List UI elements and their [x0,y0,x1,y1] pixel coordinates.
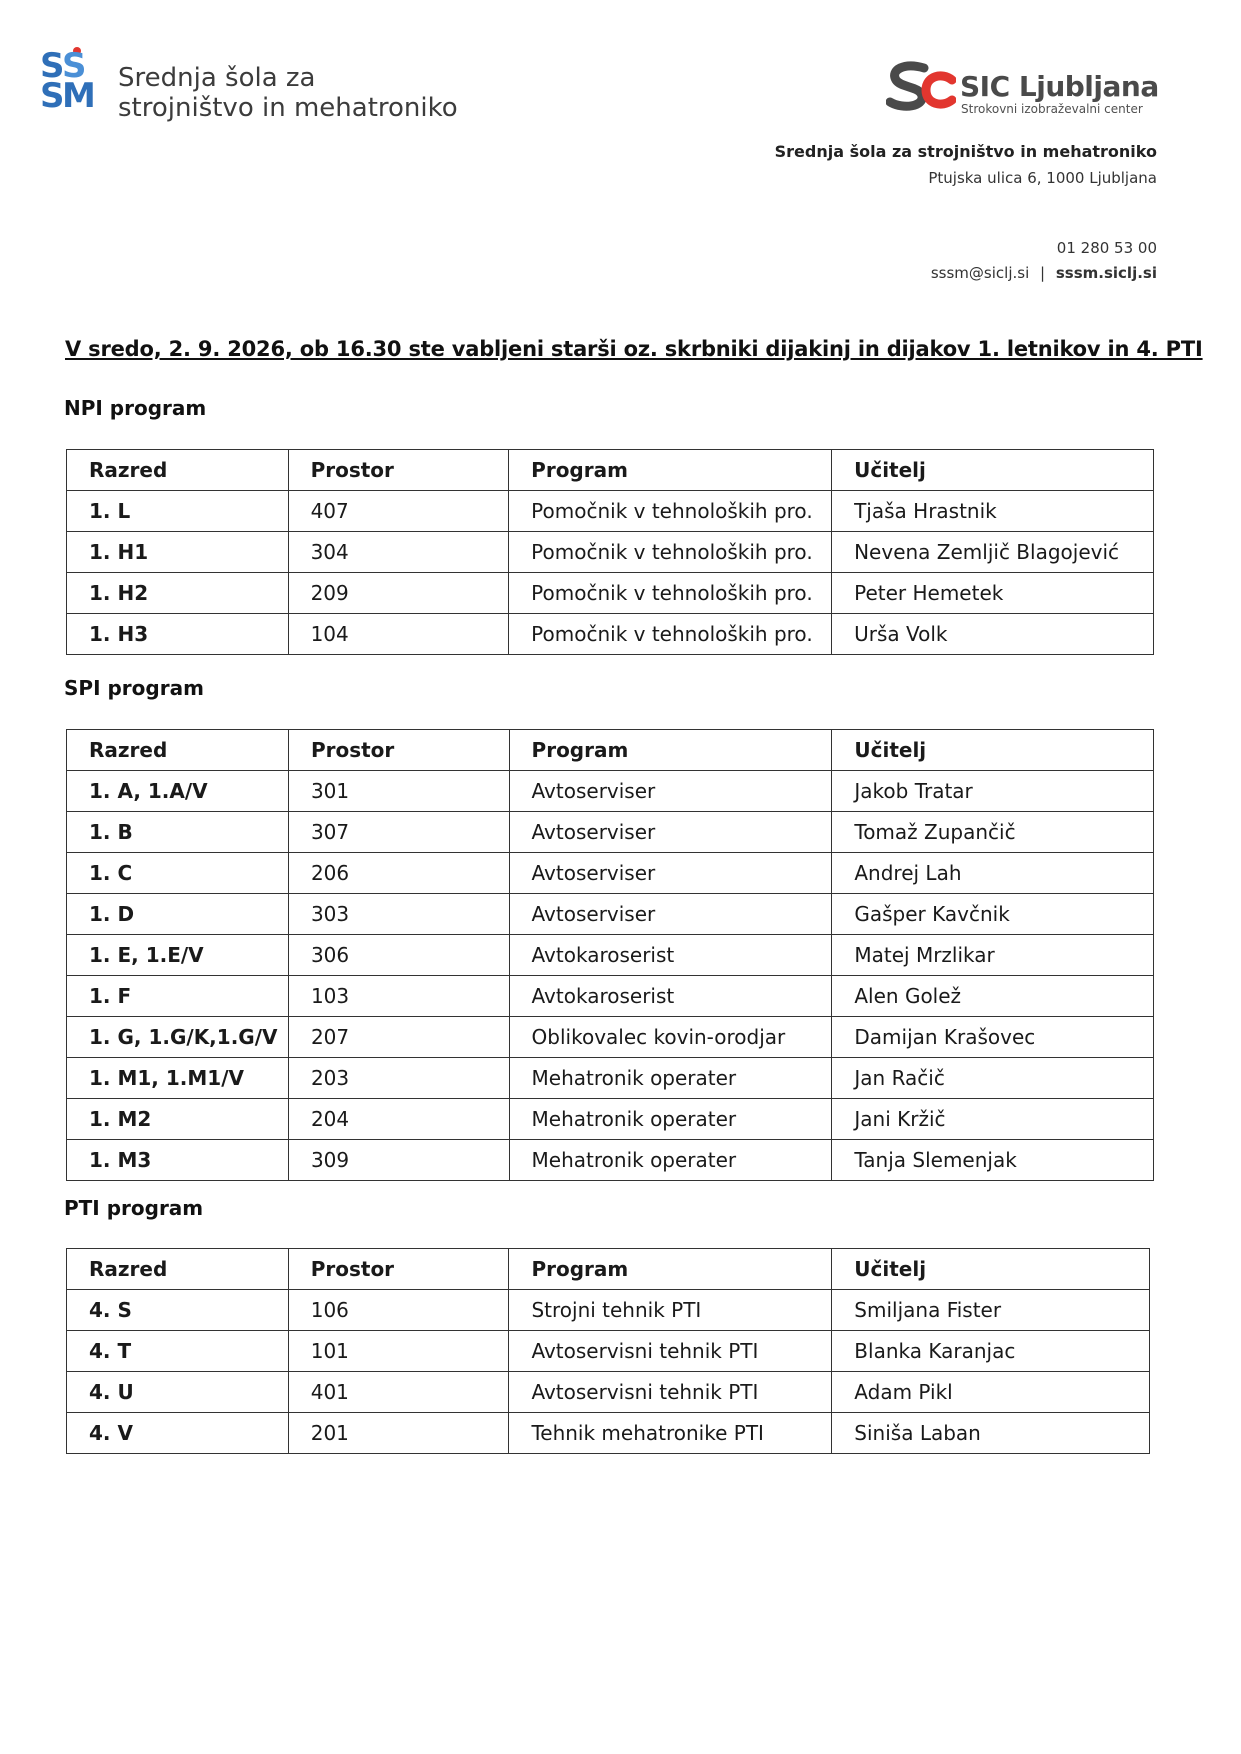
table-row [67,1413,1150,1454]
table-row [67,1372,1150,1413]
cell-razred: 1. H3 [67,614,289,655]
street-address: Ptujska ulica 6, 1000 Ljubljana [928,169,1157,187]
cell-ucitelj: Gašper Kavčnik [832,894,1154,935]
table-row [67,1290,1150,1331]
contact-line [931,261,1157,286]
cell-prostor: 407 [288,491,509,532]
cell-program: Mehatronik operater [509,1058,832,1099]
column-header-program: Program [509,450,832,491]
cell-prostor: 301 [288,771,509,812]
table-row [67,1140,1154,1181]
website: sssm.siclj.si [1055,264,1157,282]
cell-prostor: 307 [288,812,509,853]
table-row [67,976,1154,1017]
pti-table [66,1248,1150,1454]
table-row [67,853,1154,894]
cell-ucitelj: Peter Hemetek [832,573,1154,614]
column-header-razred: Razred [67,730,289,771]
spi-table [66,729,1154,1181]
cell-prostor: 304 [288,532,509,573]
column-header-program: Program [509,730,832,771]
school-name: Srednja šola za strojništvo in mehatroniko [774,142,1157,161]
column-header-program: Program [509,1249,832,1290]
table-header-row [67,730,1154,771]
cell-program: Pomočnik v tehnoloških pro. [509,614,832,655]
cell-razred: 4. S [67,1290,289,1331]
cell-razred: 1. B [67,812,289,853]
cell-prostor: 306 [288,935,509,976]
cell-program: Pomočnik v tehnoloških pro. [509,532,832,573]
cell-program: Pomočnik v tehnoloških pro. [509,491,832,532]
column-header-prostor: Prostor [288,1249,509,1290]
cell-prostor: 203 [288,1058,509,1099]
cell-prostor: 206 [288,853,509,894]
cell-program: Avtoservisni tehnik PTI [509,1331,832,1372]
contact-separator: | [1040,264,1046,282]
svg-text:S: S [62,46,87,86]
column-header-razred: Razred [67,1249,289,1290]
cell-razred: 1. A, 1.A/V [67,771,289,812]
logo-line-2: strojništvo in mehatroniko [118,93,458,123]
table-header-row [67,1249,1150,1290]
table-row [67,812,1154,853]
cell-prostor: 309 [288,1140,509,1181]
cell-razred: 4. T [67,1331,289,1372]
cell-ucitelj: Tanja Slemenjak [832,1140,1154,1181]
section-title-pti: PTI program [64,1196,204,1220]
column-header-razred: Razred [67,450,289,491]
sic-logo [886,60,1186,130]
school-logo [40,45,460,125]
column-header-ucitelj: Učitelj [832,1249,1150,1290]
cell-prostor: 207 [288,1017,509,1058]
cell-program: Avtoservisni tehnik PTI [509,1372,832,1413]
cell-razred: 1. G, 1.G/K,1.G/V [67,1017,289,1058]
cell-razred: 1. C [67,853,289,894]
cell-ucitelj: Nevena Zemljič Blagojević [832,532,1154,573]
cell-program: Tehnik mehatronike PTI [509,1413,832,1454]
npi-table [66,449,1154,655]
cell-ucitelj: Andrej Lah [832,853,1154,894]
column-header-ucitelj: Učitelj [832,450,1154,491]
cell-razred: 4. V [67,1413,289,1454]
cell-program: Mehatronik operater [509,1099,832,1140]
sssm-logo-icon [40,45,110,115]
table-row [67,532,1154,573]
cell-razred: 1. M1, 1.M1/V [67,1058,289,1099]
cell-ucitelj: Jan Račič [832,1058,1154,1099]
table-header-row [67,450,1154,491]
cell-razred: 1. H2 [67,573,289,614]
cell-prostor: 106 [288,1290,509,1331]
cell-razred: 1. L [67,491,289,532]
cell-ucitelj: Jani Kržič [832,1099,1154,1140]
cell-program: Mehatronik operater [509,1140,832,1181]
table-row [67,614,1154,655]
cell-prostor: 209 [288,573,509,614]
cell-prostor: 104 [288,614,509,655]
cell-razred: 4. U [67,1372,289,1413]
invitation-headline: V sredo, 2. 9. 2026, ob 16.30 ste vabljeni starši oz. skrbniki dijakinj in dijakov 1. letnikov in 4. PTI [65,337,1203,361]
cell-prostor: 103 [288,976,509,1017]
svg-text:S: S [40,46,65,86]
cell-prostor: 303 [288,894,509,935]
cell-ucitelj: Damijan Krašovec [832,1017,1154,1058]
cell-program: Strojni tehnik PTI [509,1290,832,1331]
phone-number: 01 280 53 00 [1056,239,1157,257]
table-row [67,1331,1150,1372]
cell-ucitelj: Adam Pikl [832,1372,1150,1413]
cell-razred: 1. D [67,894,289,935]
table-row [67,894,1154,935]
address-block [775,142,1157,187]
cell-prostor: 201 [288,1413,509,1454]
section-title-npi: NPI program [64,396,207,420]
table-row [67,1099,1154,1140]
sic-logo-icon [886,60,956,120]
email-address: sssm@siclj.si [930,264,1030,282]
cell-program: Avtokaroserist [509,976,832,1017]
column-header-ucitelj: Učitelj [832,730,1154,771]
svg-text:S: S [40,76,65,115]
cell-razred: 1. M2 [67,1099,289,1140]
cell-ucitelj: Tomaž Zupančič [832,812,1154,853]
cell-razred: 1. H1 [67,532,289,573]
cell-program: Oblikovalec kovin-orodjar [509,1017,832,1058]
cell-program: Avtoserviser [509,771,832,812]
svg-text:M: M [62,76,96,115]
cell-ucitelj: Blanka Karanjac [832,1331,1150,1372]
sic-brand-name: SIC Ljubljana [960,70,1159,103]
logo-line-1: Srednja šola za [118,63,316,93]
table-row [67,491,1154,532]
cell-program: Pomočnik v tehnoloških pro. [509,573,832,614]
sic-brand-subtitle: Strokovni izobraževalni center [961,102,1143,116]
cell-program: Avtokaroserist [509,935,832,976]
cell-razred: 1. F [67,976,289,1017]
table-row [67,935,1154,976]
cell-prostor: 101 [288,1331,509,1372]
cell-program: Avtoserviser [509,812,832,853]
table-row [67,573,1154,614]
column-header-prostor: Prostor [288,730,509,771]
cell-ucitelj: Tjaša Hrastnik [832,491,1154,532]
cell-program: Avtoserviser [509,853,832,894]
section-title-spi: SPI program [64,676,204,700]
cell-ucitelj: Smiljana Fister [832,1290,1150,1331]
table-row [67,771,1154,812]
cell-ucitelj: Alen Golež [832,976,1154,1017]
cell-razred: 1. M3 [67,1140,289,1181]
cell-ucitelj: Jakob Tratar [832,771,1154,812]
cell-ucitelj: Matej Mrzlikar [832,935,1154,976]
contact-block [931,236,1157,286]
cell-prostor: 401 [288,1372,509,1413]
table-row [67,1017,1154,1058]
cell-program: Avtoserviser [509,894,832,935]
column-header-prostor: Prostor [288,450,509,491]
school-logo-text [118,63,458,123]
cell-ucitelj: Urša Volk [832,614,1154,655]
cell-razred: 1. E, 1.E/V [67,935,289,976]
table-row [67,1058,1154,1099]
cell-ucitelj: Siniša Laban [832,1413,1150,1454]
cell-prostor: 204 [288,1099,509,1140]
